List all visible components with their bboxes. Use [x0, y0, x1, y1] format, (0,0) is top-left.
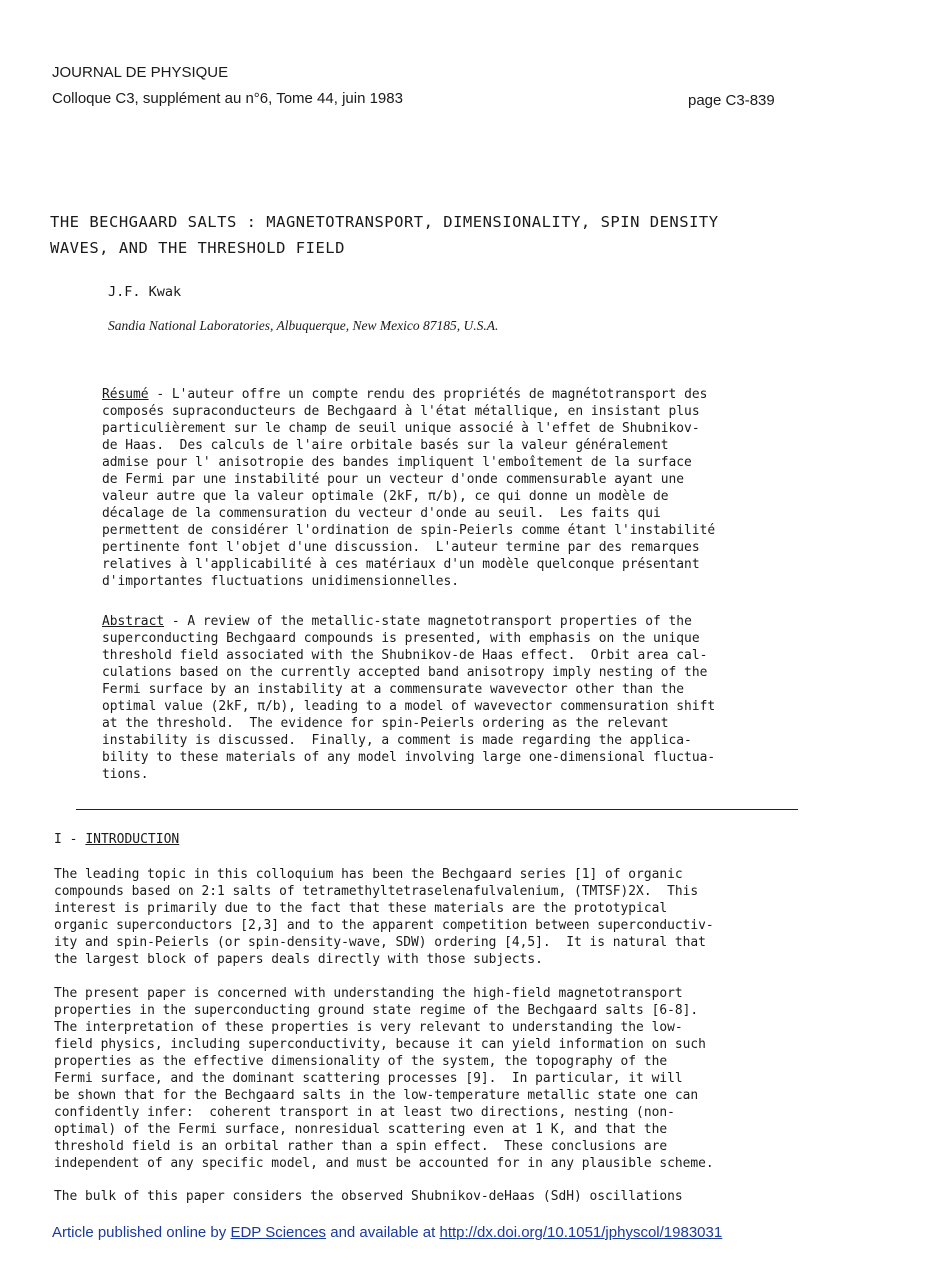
paper-title: THE BECHGAARD SALTS : MAGNETOTRANSPORT, DIMENSIONALITY, SPIN DENSITY WAVES, AND THE THRESHOLD FIELD — [50, 213, 719, 257]
abstract-paragraph — [102, 613, 715, 783]
page-number: page C3-839 — [688, 92, 775, 109]
resume-label: Résumé — [102, 387, 149, 402]
footer-middle: and available at — [326, 1224, 440, 1241]
resume-paragraph — [102, 386, 715, 590]
resume-text: - L'auteur offre un compte rendu des propriétés de magnétotransport des composés supraconducteurs de Bechgaard à l'état métallique, en insistant plus particulièrement sur le champ de seuil unique associé à l'effet de Shubnikov- de Haas. Des calculs de l'aire orbitale basés sur la valeur généralement admise pour l' anisotropie des bandes impliquent l'emboîtement de la surface de Fermi par une instabilité pour un vecteur d'onde commensurable ayant une valeur autre que la valeur optimale (2kF, π/b), ce qui donne un modèle de décalage de la commensuration du vecteur d'onde au seuil. Les faits qui permettent de considérer l'ordination de spin-Peierls comme étant l'instabilité pertinente font l'objet d'une discussion. L'auteur termine par des remarques relatives à l'applicabilité à ces matériaux d'un modèle quelconque présentant d'importantes fluctuations unidimensionnelles. — [102, 387, 716, 589]
journal-name: JOURNAL DE PHYSIQUE — [52, 64, 229, 81]
section-divider — [76, 809, 798, 810]
section-heading — [54, 832, 179, 847]
author-name: J.F. Kwak — [108, 284, 182, 300]
footer-prefix: Article published online by — [52, 1224, 231, 1241]
abstract-text: - A review of the metallic-state magnetotransport properties of the superconducting Bechgaard compounds is presented, with emphasis on the unique threshold field associated with the Shubnikov-de Haas effect. Orbit area cal- culations based on the currently accepted band anisotropy imply nesting of the Fermi surface by an instability at a commensurate wavevector other than the optimal value (2kF, π/b), leading to a model of wavevector commensuration shift at the threshold. The evidence for spin-Peierls ordering as the relevant instability is discussed. Finally, a comment is made regarding the applica- bility to these materials of any model involving large one-dimensional fluctua- tions. — [102, 614, 716, 782]
abstract-label: Abstract — [102, 614, 165, 629]
intro-paragraph-1: The leading topic in this colloquium has been the Bechgaard series [1] of organic compounds based on 2:1 salts of tetramethyltetraselenafulvalenium, (TMTSF)2X. This interest is primarily due to the fact that these materials are the prototypical organic superconductors [2,3] and to the apparent competition between superconductiv- ity and spin-Peierls (or spin-density-wave, SDW) ordering [4,5]. It is natural that the largest block of papers deals directly with those subjects. — [54, 867, 714, 967]
colloque-info: Colloque C3, supplément au n°6, Tome 44, juin 1983 — [52, 90, 403, 107]
intro-paragraph-3: The bulk of this paper considers the observed Shubnikov-deHaas (SdH) oscillations — [54, 1189, 683, 1204]
author-affiliation: Sandia National Laboratories, Albuquerque, New Mexico 87185, U.S.A. — [108, 318, 499, 333]
publisher-link[interactable]: EDP Sciences — [230, 1224, 327, 1241]
intro-paragraph-2: The present paper is concerned with understanding the high-field magnetotransport properties in the superconducting ground state regime of the Bechgaard salts [6-8]. The interpretation of these properties is very relevant to understanding the low- field physics, including superconductivity, because it can yield information on such properties as the effective dimensionality of the system, the topography of the Fermi surface, and the dominant scattering processes [9]. In particular, it will be shown that for the Bechgaard salts in the low-temperature metallic state one can confidently infer: coherent transport in at least two directions, nesting (non- optimal) of the Fermi surface, nonresidual scattering even at 1 K, and that the threshold field is an orbital rather than a spin effect. These conclusions are independent of any specific model, and must be accounted for in any plausible scheme. — [54, 986, 714, 1171]
publication-footer — [52, 1224, 722, 1241]
section-title: INTRODUCTION — [85, 832, 180, 847]
doi-link[interactable]: http://dx.doi.org/10.1051/jphyscol/1983031 — [439, 1224, 723, 1241]
section-number: I - — [54, 832, 86, 847]
